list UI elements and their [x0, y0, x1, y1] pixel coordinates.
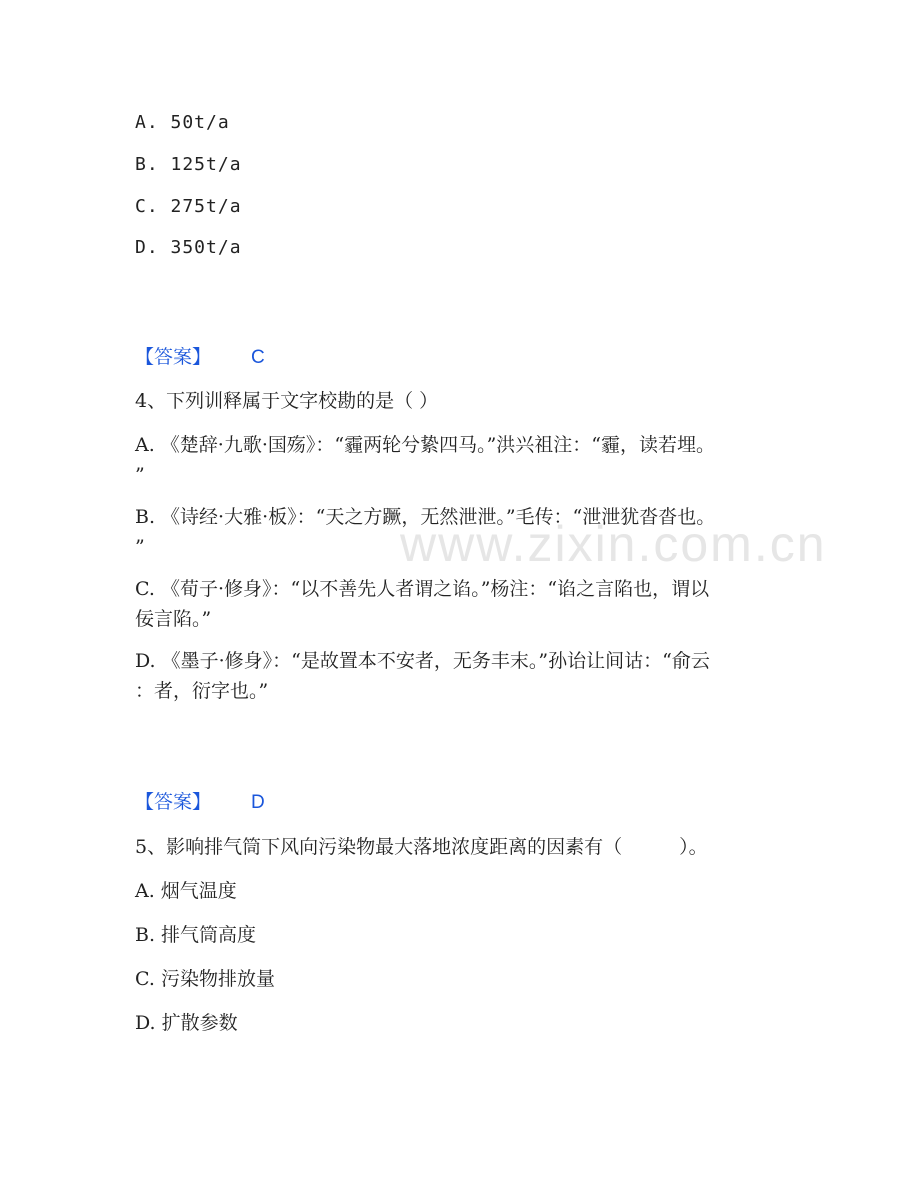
question-stem: 4、下列训释属于文字校勘的是（ ） — [135, 390, 439, 412]
answer-label: 【答案】 — [135, 791, 212, 813]
option-b-continued: ” — [135, 536, 145, 558]
watermark: www.zixin.com.cn — [400, 516, 827, 572]
option-a: A. 烟气温度 — [135, 880, 237, 902]
option-b: B. 125t/a — [135, 154, 242, 175]
option-d: D. 《墨子·修身》：“是故置本不安者，无务丰末。”孙诒让间诂：“俞云 — [135, 650, 710, 672]
option-b: B. 《诗经·大雅·板》：“天之方蹶，无然泄泄。”毛传：“泄泄犹沓沓也。 — [135, 506, 716, 528]
option-d: D. 350t/a — [135, 237, 242, 258]
option-a: A. 50t/a — [135, 112, 230, 133]
answer-value: D — [251, 792, 265, 813]
option-c: C. 污染物排放量 — [135, 968, 275, 990]
answer-value: C — [251, 347, 265, 368]
option-d-continued: ：者，衍字也。” — [135, 680, 269, 702]
option-c: C. 《荀子·修身》：“以不善先人者谓之谄。”杨注：“谄之言陷也，谓以 — [135, 578, 710, 600]
option-c: C. 275t/a — [135, 196, 242, 217]
answer-label: 【答案】 — [135, 346, 212, 368]
answer-4 — [135, 790, 265, 815]
option-d: D. 扩散参数 — [135, 1012, 238, 1034]
option-b: B. 排气筒高度 — [135, 924, 257, 946]
option-a: A. 《楚辞·九歌·国殇》：“霾两轮兮絷四马。”洪兴祖注：“霾，读若埋。 — [135, 434, 716, 456]
option-c-continued: 佞言陷。” — [135, 608, 212, 630]
question-stem: 5、影响排气筒下风向污染物最大落地浓度距离的因素有（ ）。 — [135, 836, 708, 858]
answer-3 — [135, 345, 265, 370]
option-a-continued: ” — [135, 464, 145, 486]
